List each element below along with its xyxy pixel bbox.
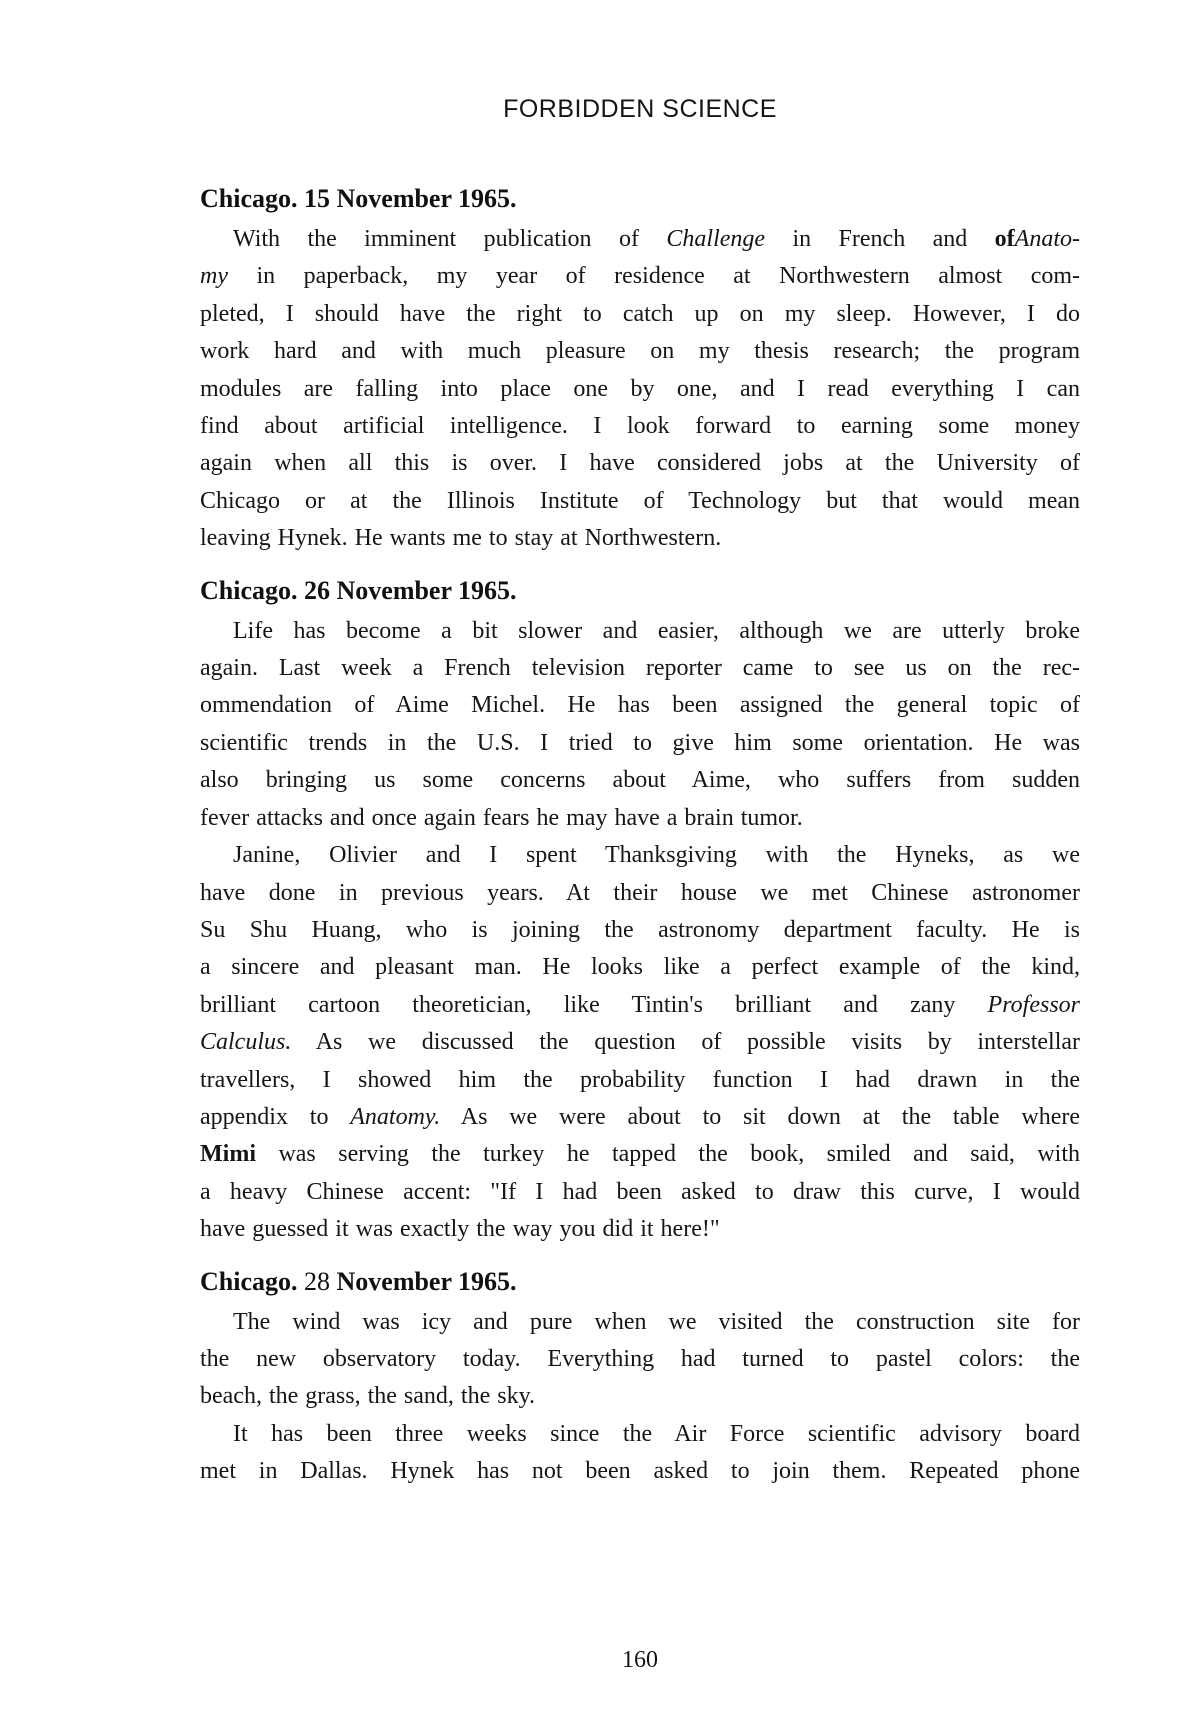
text-line: beach, the grass, the sand, the sky. <box>200 1383 536 1410</box>
paragraph <box>200 837 1080 1248</box>
text-line: scientific trends in the U.S. I tried to give him some orientation. He was <box>200 729 1080 756</box>
paragraph <box>200 221 1080 558</box>
text-line: my in paperback, my year of residence at Northwestern almost com- <box>200 263 1080 290</box>
page-content <box>200 181 1080 1491</box>
journal-entry-section <box>200 1264 1080 1491</box>
text-line: a sincere and pleasant man. He looks like a perfect example of the kind, <box>200 954 1080 981</box>
text-line: have guessed it was exactly the way you did it here!" <box>200 1216 720 1243</box>
paragraph <box>200 1416 1080 1491</box>
text-line: Calculus. As we discussed the question of possible visits by interstellar <box>200 1029 1080 1056</box>
text-line: a heavy Chinese accent: "If I had been asked to draw this curve, I would <box>200 1178 1080 1205</box>
running-head: FORBIDDEN SCIENCE <box>503 95 777 123</box>
text-line: Mimi was serving the turkey he tapped the book, smiled and said, with <box>200 1141 1080 1168</box>
entry-heading: Chicago. 26 November 1965. <box>200 575 517 605</box>
text-line: ommendation of Aime Michel. He has been assigned the general topic of <box>200 692 1080 719</box>
text-line: The wind was icy and pure when we visited the construction site for <box>233 1308 1080 1335</box>
text-line: work hard and with much pleasure on my thesis research; the program <box>200 338 1080 365</box>
text-line: Janine, Olivier and I spent Thanksgiving with the Hyneks, as we <box>233 842 1080 869</box>
text-line: Chicago or at the Illinois Institute of Technology but that would mean <box>200 487 1080 514</box>
text-line: met in Dallas. Hynek has not been asked to join them. Repeated phone <box>200 1458 1080 1485</box>
text-line: With the imminent publication of Challenge in French and ofAnato- <box>233 226 1080 252</box>
text-line: fever attacks and once again fears he may have a brain tumor. <box>200 804 803 831</box>
entry-heading: Chicago. 28 November 1965. <box>200 1266 517 1296</box>
text-line: brilliant cartoon theoretician, like Tintin's brilliant and zany Professor <box>200 991 1080 1018</box>
text-line: also bringing us some concerns about Aime, who suffers from sudden <box>200 767 1080 794</box>
journal-entry-section <box>200 573 1080 1249</box>
text-line: modules are falling into place one by one, and I read everything I can <box>200 375 1080 402</box>
journal-entry-section <box>200 181 1080 558</box>
paragraph <box>200 613 1080 837</box>
text-line: pleted, I should have the right to catch up on my sleep. However, I do <box>200 300 1080 327</box>
text-line: find about artificial intelligence. I look forward to earning some money <box>200 413 1080 440</box>
text-line: Su Shu Huang, who is joining the astronomy department faculty. He is <box>200 916 1080 943</box>
text-line: It has been three weeks since the Air Force scientific advisory board <box>233 1420 1080 1447</box>
text-line: leaving Hynek. He wants me to stay at Northwestern. <box>200 525 722 552</box>
text-line: again. Last week a French television reporter came to see us on the rec- <box>200 655 1080 682</box>
paragraph <box>200 1304 1080 1416</box>
page-number: 160 <box>622 1646 658 1673</box>
text-line: again when all this is over. I have considered jobs at the University of <box>200 450 1080 477</box>
text-line: travellers, I showed him the probability function I had drawn in the <box>200 1066 1080 1093</box>
text-line: Life has become a bit slower and easier, although we are utterly broke <box>233 617 1080 644</box>
text-line: appendix to Anatomy. As we were about to sit down at the table where <box>200 1103 1081 1130</box>
text-line: the new observatory today. Everything had turned to pastel colors: the <box>200 1345 1080 1372</box>
entry-heading: Chicago. 15 November 1965. <box>200 184 517 213</box>
text-line: have done in previous years. At their house we met Chinese astronomer <box>200 879 1080 906</box>
